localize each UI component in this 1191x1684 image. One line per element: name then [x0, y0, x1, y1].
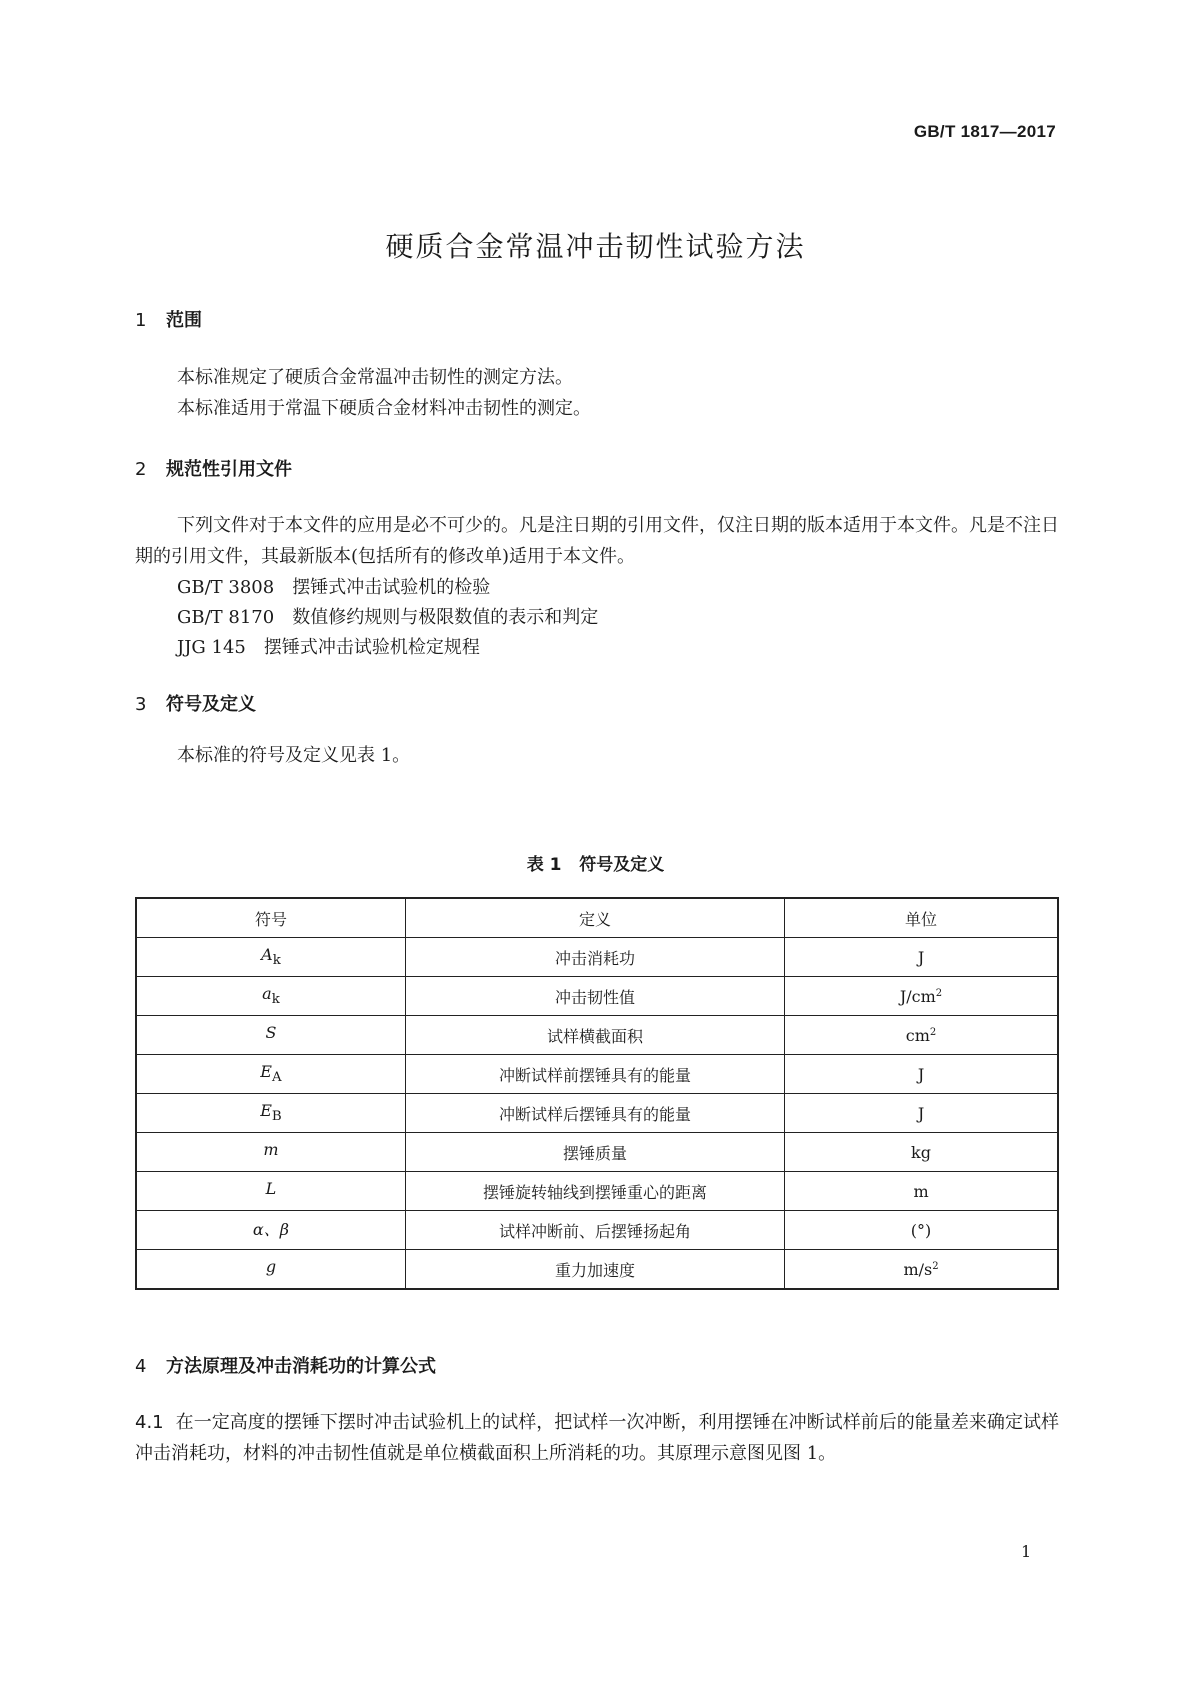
definition-cell: 冲击消耗功: [405, 938, 784, 977]
section-1-heading: [135, 306, 202, 332]
symbol: E: [260, 1062, 272, 1082]
page-number: 1: [1021, 1542, 1032, 1561]
section-4-heading: [135, 1352, 436, 1378]
unit: cm: [905, 1025, 930, 1045]
symbol-subscript: A: [271, 1070, 282, 1086]
unit-cell: [785, 1094, 1058, 1133]
table-row: [136, 1094, 1058, 1133]
table-row: [136, 938, 1058, 977]
symbol-cell: [136, 1133, 405, 1172]
symbol-subscript: k: [272, 953, 281, 969]
definition-cell: 试样冲断前、后摆锤扬起角: [405, 1211, 784, 1250]
clause-4-1: [135, 1407, 1059, 1469]
reference-item: [177, 572, 490, 603]
unit-superscript: 2: [932, 1260, 939, 1272]
unit: J: [917, 947, 925, 967]
symbol-subscript: k: [271, 992, 280, 1008]
definition-cell: 摆锤旋转轴线到摆锤重心的距离: [405, 1172, 784, 1211]
unit: m/s: [903, 1259, 933, 1279]
unit-superscript: 2: [935, 987, 943, 999]
symbol: α、β: [252, 1219, 289, 1239]
unit-cell: [785, 1055, 1058, 1094]
clause-number: 4.1: [135, 1412, 164, 1433]
clause-text: 在一定高度的摆锤下摆时冲击试验机上的试样，把试样一次冲断，利用摆锤在冲断试样前后的能量差来确定试样冲击消耗功，材料的冲击韧性值就是单位横截面积上所消耗的功。其原理示意图见图 1。: [135, 1412, 1059, 1464]
section-number: 3: [135, 694, 147, 715]
definition-cell: 冲击韧性值: [405, 977, 784, 1016]
symbol: S: [265, 1023, 277, 1043]
scope-line-2: 本标准适用于常温下硬质合金材料冲击韧性的测定。: [177, 398, 591, 419]
table-row: [136, 1055, 1058, 1094]
unit-cell: [785, 938, 1058, 977]
section-3-heading: [135, 690, 256, 716]
table-row: [136, 1016, 1058, 1055]
section-number: 1: [135, 310, 147, 331]
symbols-table: [135, 897, 1059, 1290]
section-number: 2: [135, 459, 147, 480]
unit: J: [917, 1103, 925, 1123]
section-number: 4: [135, 1356, 147, 1377]
reference-item: [177, 632, 480, 663]
table-header-row: [136, 898, 1058, 938]
unit-cell: [785, 1250, 1058, 1290]
reference-code: JJG 145: [177, 637, 246, 658]
table-row: [136, 1172, 1058, 1211]
unit: (°): [910, 1220, 932, 1240]
unit-superscript: 2: [929, 1026, 937, 1038]
header-symbol: 符号: [136, 898, 405, 938]
header-unit: 单位: [785, 898, 1058, 938]
definition-cell: 试样横截面积: [405, 1016, 784, 1055]
table-caption: 表 1 符号及定义: [526, 855, 665, 875]
table-row: [136, 977, 1058, 1016]
symbol: m: [263, 1140, 279, 1160]
unit-cell: [785, 977, 1058, 1016]
symbol-cell: [136, 1172, 405, 1211]
symbol-cell: [136, 977, 405, 1016]
definition-cell: 摆锤质量: [405, 1133, 784, 1172]
symbol-cell: [136, 1211, 405, 1250]
references-intro: 下列文件对于本文件的应用是必不可少的。凡是注日期的引用文件，仅注日期的版本适用于本文件。凡是不注日期的引用文件，其最新版本(包括所有的修改单)适用于本文件。: [135, 515, 1059, 567]
section-title: 方法原理及冲击消耗功的计算公式: [166, 1356, 436, 1377]
reference-code: GB/T 3808: [177, 577, 275, 598]
table-row: [136, 1211, 1058, 1250]
definition-cell: 冲断试样后摆锤具有的能量: [405, 1094, 784, 1133]
reference-title: 数值修约规则与极限数值的表示和判定: [292, 607, 599, 628]
standard-code: GB/T 1817—2017: [913, 122, 1056, 141]
scope-line-1: 本标准规定了硬质合金常温冲击韧性的测定方法。: [177, 367, 573, 388]
unit-cell: [785, 1211, 1058, 1250]
symbol-cell: [136, 1016, 405, 1055]
reference-item: [177, 602, 598, 633]
reference-code: GB/T 8170: [177, 607, 275, 628]
unit: J/cm: [899, 986, 936, 1006]
symbols-intro: 本标准的符号及定义见表 1。: [177, 745, 411, 766]
document-title: 硬质合金常温冲击韧性试验方法: [385, 230, 806, 263]
definition-cell: 冲断试样前摆锤具有的能量: [405, 1055, 784, 1094]
unit: J: [917, 1064, 925, 1084]
reference-title: 摆锤式冲击试验机检定规程: [263, 637, 480, 658]
unit: m: [913, 1181, 929, 1201]
symbol-cell: [136, 938, 405, 977]
symbol-cell: [136, 1094, 405, 1133]
symbol-cell: [136, 1055, 405, 1094]
unit-cell: [785, 1016, 1058, 1055]
reference-title: 摆锤式冲击试验机的检验: [292, 577, 491, 598]
table-row: [136, 1250, 1058, 1290]
symbol-subscript: B: [271, 1109, 282, 1125]
symbol: L: [265, 1179, 277, 1199]
symbol: g: [265, 1257, 277, 1277]
unit-cell: [785, 1172, 1058, 1211]
section-title: 规范性引用文件: [166, 459, 292, 480]
section-title: 范围: [166, 310, 202, 331]
section-title: 符号及定义: [166, 694, 256, 715]
definition-cell: 重力加速度: [405, 1250, 784, 1290]
header-definition: 定义: [405, 898, 784, 938]
section-2-heading: [135, 455, 292, 481]
symbol-cell: [136, 1250, 405, 1290]
unit-cell: [785, 1133, 1058, 1172]
symbol: a: [262, 984, 272, 1004]
unit: kg: [911, 1142, 931, 1162]
symbol: E: [260, 1101, 272, 1121]
table-row: [136, 1133, 1058, 1172]
symbol: A: [261, 945, 273, 965]
